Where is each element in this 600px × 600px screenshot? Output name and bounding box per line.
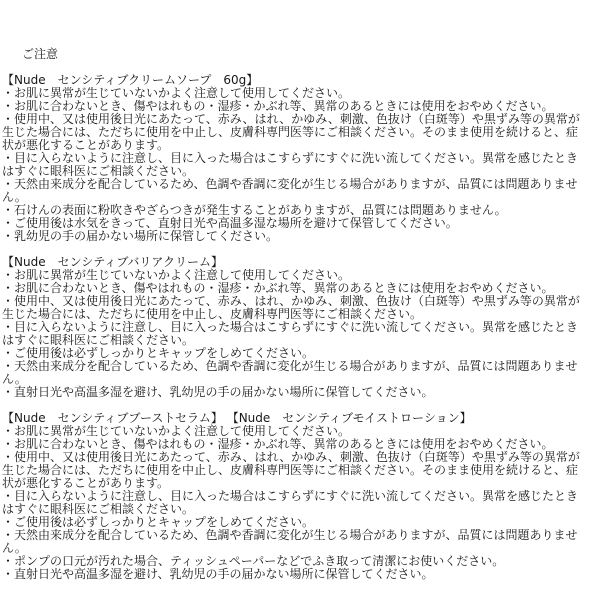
section-boost-serum-moist-lotion <box>2 412 588 581</box>
notice-bullet: ・使用中、又は使用後日光にあたって、赤み、はれ、かゆみ、刺激、色抜け（白斑等）や黒ずみ等の異常が生じた場合には、ただちに使用を中止し、皮膚科専門医等にご相談ください。そのまま使用を続けると、症状が悪化することがあります。 <box>2 112 580 152</box>
notice-bullet: ・お肌に異常が生じていないかよく注意して使用してください。 <box>2 424 351 438</box>
notice-bullet: ・お肌に合わないとき、傷やはれもの・湿疹・かぶれ等、異常のあるときには使用をおやめください。 <box>2 281 554 295</box>
notice-bullet: ・お肌に異常が生じていないかよく注意して使用してください。 <box>2 268 351 282</box>
notice-bullet: ・天然由来成分を配合しているため、色調や香調に変化が生じる場合がありますが、品質には問題ありません。 <box>2 528 578 555</box>
notice-bullet: ・目に入らないように注意し、目に入った場合はこすらずにすぐに洗い流してください。異常を感じたときはすぐに眼科医にご相談ください。 <box>2 320 579 347</box>
section-barrier-cream <box>2 256 588 399</box>
notice-bullet: ・ポンプの口元が汚れた場合、ティッシュペーパーなどでふき取って清潔にお使いください。 <box>2 554 505 568</box>
section-heading: 【Nude センシティブバリアクリーム】 <box>2 255 224 269</box>
section-heading: 【Nude センシティブブーストセラム】 【Nude センシティブモイストローション】 <box>2 411 472 425</box>
notice-bullet: ・目に入らないように注意し、目に入った場合はこすらずにすぐに洗い流してください。異常を感じたときはすぐに眼科医にご相談ください。 <box>2 489 579 516</box>
notice-bullet: ・ご使用後は必ずしっかりとキャップをしめてください。 <box>2 515 315 529</box>
notice-bullet: ・お肌に異常が生じていないかよく注意して使用してください。 <box>2 86 351 100</box>
notice-bullet: ・乳幼児の手の届かない場所に保管してください。 <box>2 229 279 243</box>
notice-bullet: ・お肌に合わないとき、傷やはれもの・湿疹・かぶれ等、異常のあるときには使用をおやめください。 <box>2 99 554 113</box>
notice-bullet: ・石けんの表面に粉吹きやざらつきが発生することがありますが、品質には問題ありません。 <box>2 203 507 217</box>
notice-bullet: ・ご使用後は水気をきって、直射日光や高温多湿な場所を避けて保管してください。 <box>2 216 458 230</box>
notice-bullet: ・天然由来成分を配合しているため、色調や香調に変化が生じる場合がありますが、品質には問題ありません。 <box>2 177 578 204</box>
notice-bullet: ・天然由来成分を配合しているため、色調や香調に変化が生じる場合がありますが、品質には問題ありません。 <box>2 359 578 386</box>
notice-bullet: ・ご使用後は必ずしっかりとキャップをしめてください。 <box>2 346 315 360</box>
section-cream-soap <box>2 74 588 243</box>
notice-bullet: ・直射日光や高温多湿を避け、乳幼児の手の届かない場所に保管してください。 <box>2 567 434 581</box>
notice-bullet: ・使用中、又は使用後日光にあたって、赤み、はれ、かゆみ、刺激、色抜け（白斑等）や黒ずみ等の異常が生じた場合には、ただちに使用を中止し、皮膚科専門医等にご相談ください。そのまま使用を続けると、症状が悪化することがあります。 <box>2 450 580 490</box>
notice-bullet: ・使用中、又は使用後日光にあたって、赤み、はれ、かゆみ、刺激、色抜け（白斑等）や黒ずみ等の異常が生じた場合には、ただちに使用を中止し、皮膚科専門医等にご相談ください。 <box>2 294 580 321</box>
notice-title: ご注意 <box>22 47 59 61</box>
notice-bullet: ・お肌に合わないとき、傷やはれもの・湿疹・かぶれ等、異常のあるときには使用をおやめください。 <box>2 437 554 451</box>
notice-bullet: ・目に入らないように注意し、目に入った場合はこすらずにすぐに洗い流してください。異常を感じたときはすぐに眼科医にご相談ください。 <box>2 151 579 178</box>
notice-document-body <box>2 48 588 581</box>
section-heading: 【Nude センシティブクリームソープ 60g】 <box>2 73 259 87</box>
notice-bullet: ・直射日光や高温多湿を避け、乳幼児の手の届かない場所に保管してください。 <box>2 385 434 399</box>
